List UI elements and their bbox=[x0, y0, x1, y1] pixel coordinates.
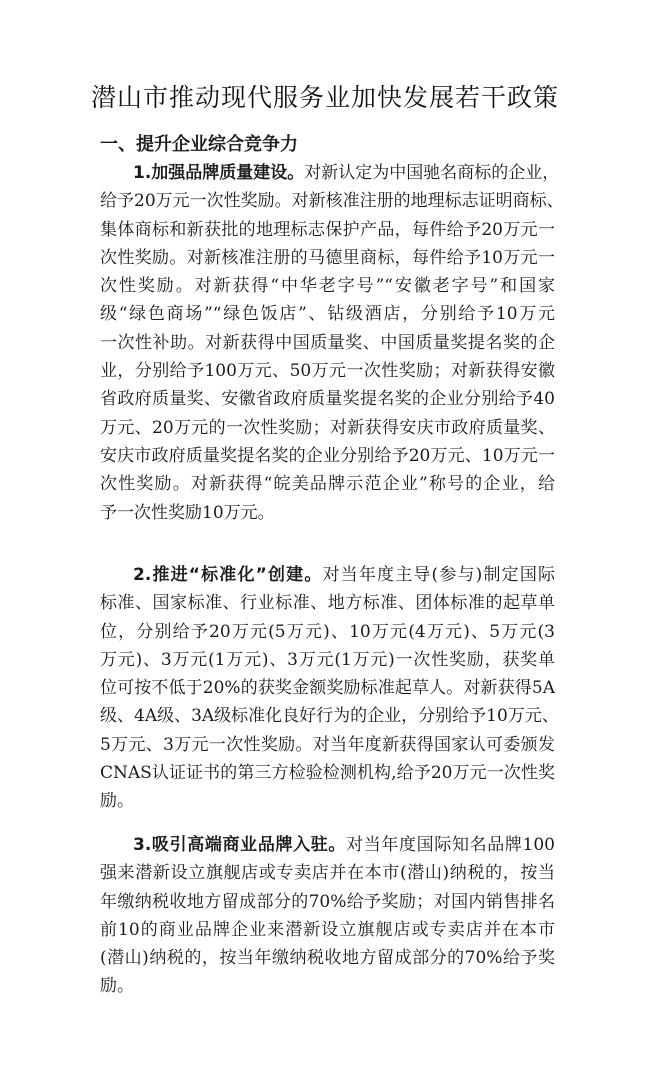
paragraph-line bbox=[100, 442, 555, 470]
paragraph-line bbox=[100, 499, 555, 527]
paragraph-text: 万元、20万元的一次性奖励；对新获得安庆市政府质量奖、 bbox=[100, 417, 555, 438]
paragraph-text: 次性奖励。对新获得“中华老字号”“安徽老字号”和国家 bbox=[100, 276, 555, 297]
paragraph-text: 5万元、3万元一次性奖励。对当年度新获得国家认可委颁发 bbox=[100, 734, 555, 755]
paragraph-text: 强来潜新设立旗舰店或专卖店并在本市(潜山)纳税的，按当 bbox=[100, 863, 555, 884]
paragraph-line bbox=[100, 916, 555, 944]
paragraph-text: 对当年度主导(参与)制定国际 bbox=[322, 565, 555, 585]
paragraph-line bbox=[100, 589, 555, 617]
paragraph-line bbox=[100, 244, 555, 272]
paragraph-text: 励。 bbox=[100, 791, 134, 812]
paragraph-line bbox=[100, 944, 555, 972]
paragraph-commercial-brands bbox=[100, 831, 555, 1001]
document-title: 潜山市推动现代服务业加快发展若干政策 bbox=[90, 83, 559, 112]
paragraph-standardization bbox=[100, 561, 559, 816]
paragraph-text: 省政府质量奖、安徽省政府质量奖提名奖的企业分别给予40 bbox=[100, 389, 555, 410]
section-heading: 一、提升企业综合竞争力 bbox=[100, 134, 298, 155]
paragraph-text: 励。 bbox=[100, 976, 134, 997]
paragraph-text: 一次性补助。对新获得中国质量奖、中国质量奖提名奖的企 bbox=[100, 332, 555, 353]
paragraph-line bbox=[100, 972, 555, 1000]
paragraph-lead: 3.吸引高端商业品牌入驻。 bbox=[133, 835, 347, 855]
paragraph-line bbox=[100, 702, 559, 730]
paragraph-line bbox=[100, 357, 555, 385]
paragraph-text: 前10的商业品牌企业来潜新设立旗舰店或专卖店并在本市 bbox=[100, 919, 555, 940]
paragraph-text: 给予20万元一次性奖励。对新核准注册的地理标志证明商标、 bbox=[100, 191, 564, 212]
paragraph-line bbox=[100, 888, 555, 916]
paragraph-lead: 1.加强品牌质量建设。 bbox=[133, 163, 305, 183]
paragraph-text: 集体商标和新获批的地理标志保护产品，每件给予20万元一 bbox=[100, 219, 555, 240]
paragraph-line bbox=[100, 859, 555, 887]
paragraph-line bbox=[100, 731, 555, 759]
paragraph-brand-quality bbox=[100, 159, 564, 527]
paragraph-text: 级、4A级、3A级标准化良好行为的企业，分别给予10万元、 bbox=[100, 706, 559, 727]
paragraph-text: 次性奖励。对新获得“皖美品牌示范企业”称号的企业，给 bbox=[100, 474, 555, 495]
paragraph-lead: 2.推进“标准化”创建。 bbox=[133, 565, 323, 585]
paragraph-line bbox=[100, 187, 564, 215]
paragraph-text: 业，分别给予100万元、50万元一次性奖励；对新获得安徽 bbox=[100, 361, 555, 382]
paragraph-text: 次性奖励。对新核准注册的马德里商标，每件给予10万元一 bbox=[100, 247, 555, 268]
paragraph-line bbox=[100, 159, 560, 187]
paragraph-text: 予一次性奖励10万元。 bbox=[100, 502, 275, 523]
paragraph-line bbox=[100, 300, 555, 328]
paragraph-text: 位，分别给予20万元(5万元)、10万元(4万元)、5万元(3 bbox=[100, 621, 555, 642]
paragraph-line bbox=[100, 470, 555, 498]
paragraph-text: 级“绿色商场”“绿色饭店”、钻级酒店，分别给予10万元 bbox=[100, 304, 555, 325]
paragraph-text: 安庆市政府质量奖提名奖的企业分别给予20万元、10万元一 bbox=[100, 445, 555, 466]
paragraph-line bbox=[100, 787, 555, 815]
paragraph-line bbox=[100, 216, 555, 244]
paragraph-line bbox=[100, 414, 555, 442]
paragraph-text: CNAS认证证书的第三方检验检测机构,给予20万元一次性奖 bbox=[100, 763, 555, 784]
paragraph-text: (潜山)纳税的，按当年缴纳税收地方留成部分的70%给予奖 bbox=[100, 948, 555, 969]
paragraph-text: 标准、国家标准、行业标准、地方标准、团体标准的起草单 bbox=[100, 593, 555, 614]
paragraph-line bbox=[100, 759, 555, 787]
paragraph-line bbox=[100, 618, 555, 646]
paragraph-text: 万元)、3万元(1万元)、3万元(1万元)一次性奖励，获奖单 bbox=[100, 649, 555, 670]
paragraph-text: 对当年度国际知名品牌100 bbox=[346, 835, 555, 855]
paragraph-line bbox=[100, 272, 555, 300]
paragraph-text: 对新认定为中国驰名商标的企业， bbox=[304, 163, 560, 183]
paragraph-line bbox=[100, 646, 555, 674]
paragraph-line bbox=[100, 561, 555, 589]
paragraph-text: 位可按不低于20%的获奖金额奖励标准起草人。对新获得5A bbox=[100, 678, 555, 699]
paragraph-line bbox=[100, 831, 555, 859]
paragraph-line bbox=[100, 329, 555, 357]
paragraph-line bbox=[100, 385, 555, 413]
paragraph-text: 年缴纳税收地方留成部分的70%给予奖励；对国内销售排名 bbox=[100, 891, 555, 912]
paragraph-line bbox=[100, 674, 555, 702]
